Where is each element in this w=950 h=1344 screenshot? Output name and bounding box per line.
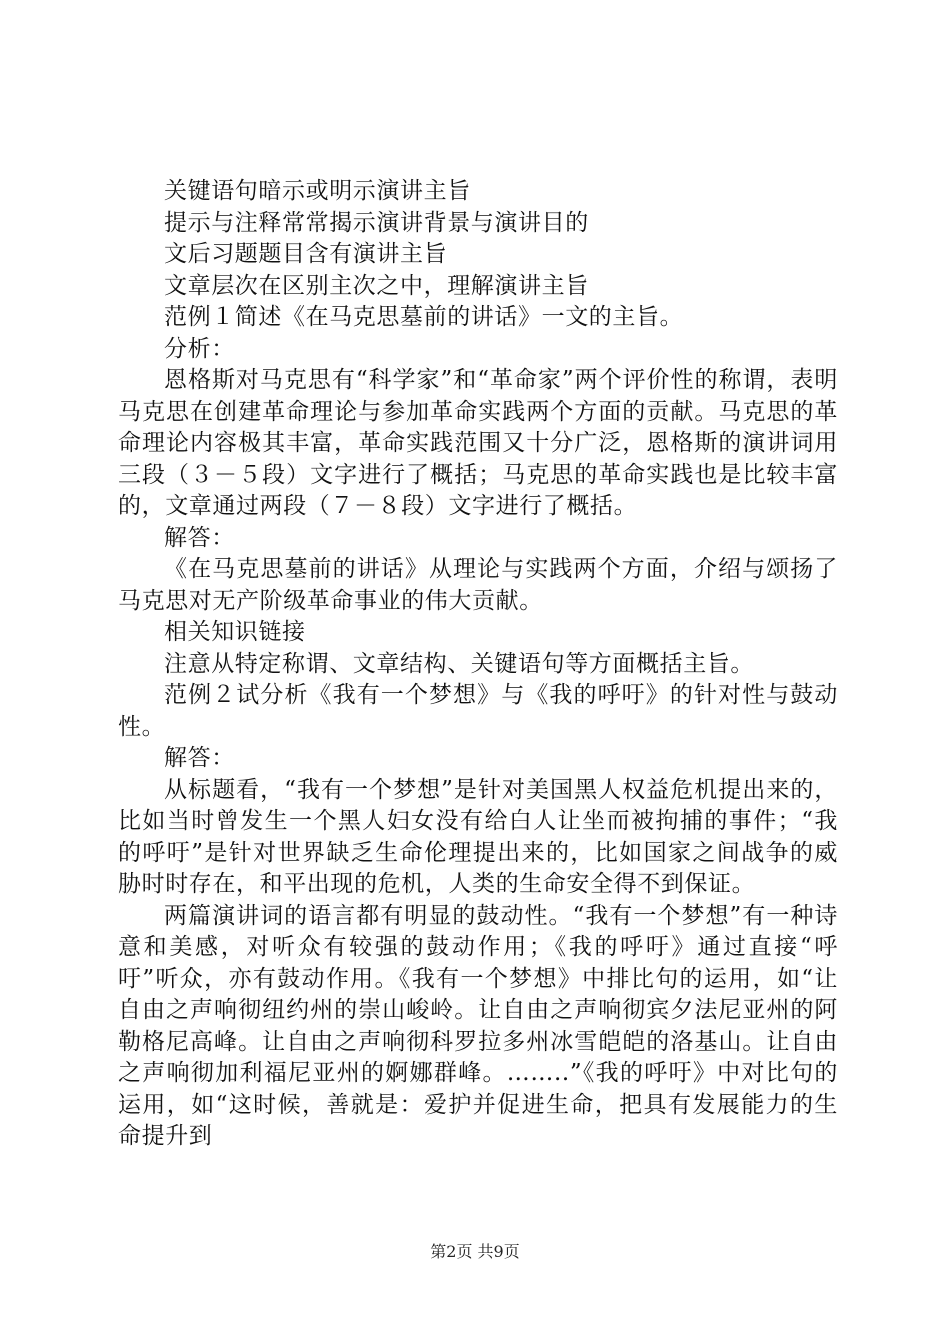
paragraph-exercises: 文后习题题目含有演讲主旨 — [164, 241, 448, 267]
paragraph-answer-text-1: 《在马克思墓前的讲话》从理论与实践两个方面，介绍与颂扬了马克思对无产阶级革命事业的伟大贡献。 — [118, 556, 838, 614]
paragraph-answer-text-2a: 从标题看，“我有一个梦想”是针对美国黑人权益危机提出来的，比如当时曾发生一个黑人妇女没有给白人让坐而被拘捕的事件；“我的呼吁”是针对世界缺乏生命伦理提出来的，比如国家之间战争的威胁时时存在，和平出现的危机，人类的生命安全得不到保证。 — [118, 776, 838, 897]
document-body — [118, 176, 838, 1153]
paragraph-structure: 文章层次在区别主次之中，理解演讲主旨 — [164, 272, 589, 299]
paragraph-analysis-label: 分析： — [164, 335, 235, 362]
paragraph-answer-label-1: 解答： — [164, 524, 235, 551]
page-footer: 第2页 共9页 — [430, 1242, 520, 1261]
paragraph-answer-text-2b: 两篇演讲词的语言都有明显的鼓动性。“我有一个梦想”有一种诗意和美感，对听众有较强的鼓动作用；《我的呼吁》通过直接“呼吁”听众，亦有鼓动作用。《我有一个梦想》中排比句的运用，如“让自由之声响彻纽约州的崇山峻岭。让自由之声响彻宾夕法尼亚州的阿勒格尼高峰。让自由之声响彻科罗拉多州冰雪皑皑的洛基山。让自由之声响彻加利福尼亚州的婀娜群峰。……..”《我的呼吁》中对比句的运用，如“这时候，善就是：爱护并促进生命，把具有发展能力的生命提升到 — [118, 902, 838, 1149]
paragraph-answer-label-2: 解答： — [164, 745, 235, 771]
paragraph-key-sentences: 关键语句暗示或明示演讲主旨 — [164, 178, 471, 204]
paragraph-note: 注意从特定称谓、文章结构、关键语句等方面概括主旨。 — [164, 650, 754, 677]
paragraph-hints-notes: 提示与注释常常揭示演讲背景与演讲目的 — [164, 209, 589, 236]
paragraph-related-knowledge: 相关知识链接 — [164, 619, 306, 645]
paragraph-analysis-text: 恩格斯对马克思有“科学家”和“革命家”两个评价性的称谓，表明马克思在创建革命理论与参加革命实践两个方面的贡献。马克思的革命理论内容极其丰富，革命实践范围又十分广泛，恩格斯的演讲词用三段（３－５段）文字进行了概括；马克思的革命实践也是比较丰富的，文章通过两段（７－８段）文字进行了概括。 — [118, 367, 838, 519]
paragraph-example-1: 范例１简述《在马克思墓前的讲话》一文的主旨。 — [164, 304, 684, 330]
paragraph-example-2: 范例２试分析《我有一个梦想》与《我的呼吁》的针对性与鼓动性。 — [118, 682, 838, 740]
